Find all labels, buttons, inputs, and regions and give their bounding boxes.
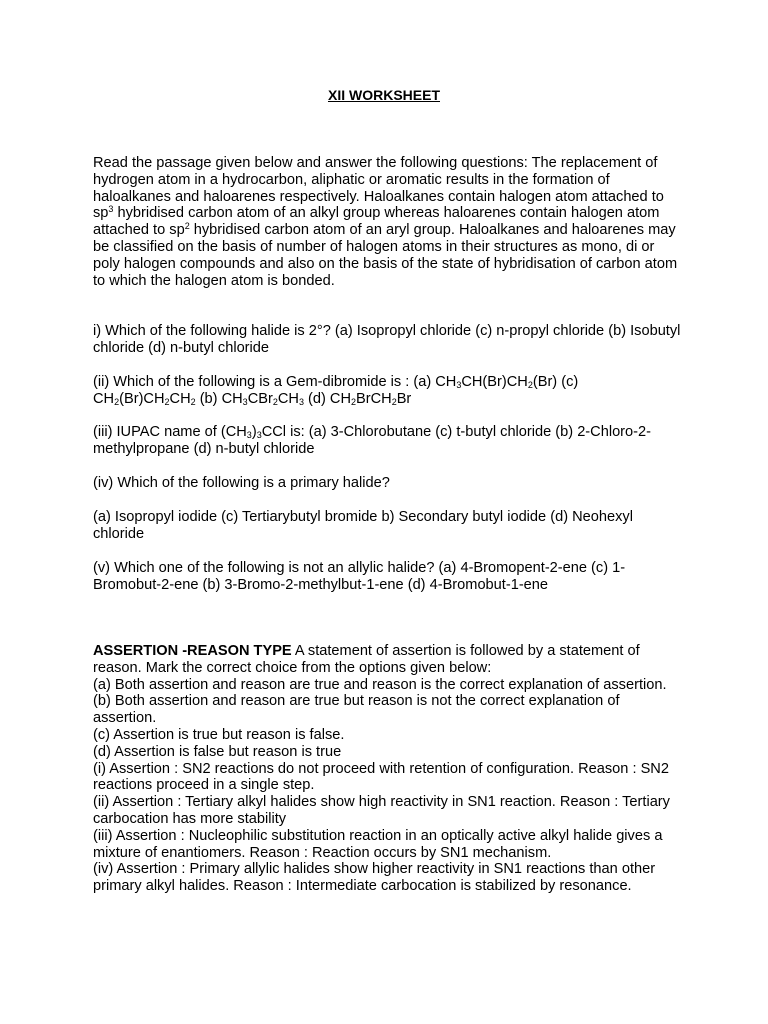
assertion-line: (iii) Assertion : Nucleophilic substitution reaction in an optically active alkyl halide gives a mixture of enantiomers. Reason : Reaction occurs by SN1 mechanism.: [93, 827, 663, 861]
q2-part: CBr: [247, 390, 273, 407]
q3-part: CCl is: (a) 3-Chlorobutane (c) t-butyl chloride (b) 2-Chloro-2-methylpropane (d) n-butyl chloride: [93, 424, 651, 457]
passage-sup-2: 2: [184, 221, 190, 232]
assertion-line: (i) Assertion : SN2 reactions do not proceed with retention of configuration. Reason : SN2 reactions proceed in a single step.: [93, 760, 669, 794]
passage-sup-1: 3: [108, 204, 114, 215]
passage-text-1: Read the passage given below and answer the following questions: The replacement of hydrogen atom in a hydrocarbon, aliphatic or aromatic results in the formation of haloalkanes and haloarenes respectively. Haloalkanes contain halogen atom attached to sp: [93, 155, 664, 222]
question-3: [93, 424, 683, 458]
q2-sub: 3: [456, 380, 462, 390]
assertion-line: (iv) Assertion : Primary allylic halides show higher reactivity in SN1 reactions than other primary alkyl halides. Reason : Intermediate carbocation is stabilized by resonance.: [93, 861, 656, 895]
q2-sub: 2: [527, 380, 533, 390]
passage-text-3: hybridised carbon atom of an aryl group. Haloalkanes and haloarenes may be classified on the basis of number of halogen atoms in their structures as mono, di or poly halogen compounds and also on the basis of the state of hybridisation of carbon atom to which the halogen atom is bonded.: [93, 222, 678, 289]
question-5: [93, 560, 683, 594]
q2-part: (Br) (c) CH: [93, 374, 579, 407]
question-4-options-text: (a) Isopropyl iodide (c) Tertiarybutyl bromide b) Secondary butyl iodide (d) Neohexyl chloride: [93, 509, 633, 542]
q2-part: (ii) Which of the following is a Gem-dibromide is : (a) CH: [93, 374, 457, 390]
question-4: [93, 475, 683, 492]
q2-sub: 3: [242, 396, 248, 407]
assertion-reason-section: [93, 643, 683, 895]
passage-text-2: hybridised carbon atom of an alkyl group whereas haloarenes contain halogen atom attached to sp: [93, 205, 660, 239]
q2-part: BrCH: [356, 390, 392, 407]
q2-part: (Br)CH: [119, 390, 165, 407]
q2-part: Br: [396, 390, 412, 407]
q2-part: CH: [277, 390, 299, 407]
page-title: XII WORKSHEET: [327, 87, 440, 103]
assertion-intro: A statement of assertion is followed by a statement of reason. Mark the correct choice from the options given below:: [93, 643, 640, 676]
assertion-heading: ASSERTION -REASON TYPE: [93, 643, 292, 659]
question-1: [93, 323, 683, 357]
q2-sub: 2: [391, 396, 397, 407]
assertion-line: (b) Both assertion and reason are true but reason is not the correct explanation of assertion.: [93, 693, 620, 727]
q3-sub: 3: [256, 430, 262, 440]
passage: [93, 155, 683, 289]
q2-part: CH: [169, 390, 191, 407]
assertion-line: (d) Assertion is false but reason is true: [93, 743, 342, 760]
assertion-line: (ii) Assertion : Tertiary alkyl halides show high reactivity in SN1 reaction. Reason : Tertiary carbocation has more stability: [93, 794, 670, 827]
q2-sub: 2: [350, 396, 356, 407]
question-5-text: (v) Which one of the following is not an allylic halide? (a) 4-Bromopent-2-ene (c) 1-Bromobut-2-ene (b) 3-Bromo-2-methylbut-1-ene (d) 4-Bromobut-1-ene: [93, 560, 626, 593]
q3-sub: 3: [246, 430, 252, 440]
assertion-line: (a) Both assertion and reason are true and reason is the correct explanation of assertion.: [93, 676, 667, 693]
q2-part: (b) CH: [195, 390, 243, 407]
question-4-options: [93, 509, 683, 543]
question-1-text: i) Which of the following halide is 2°? (a) Isopropyl chloride (c) n-propyl chloride (b) Isobutyl chloride (d) n-butyl chloride: [93, 323, 681, 356]
q2-part: (d) CH: [303, 390, 351, 407]
q2-sub: 3: [298, 396, 304, 407]
q2-sub: 2: [190, 396, 196, 407]
q2-part: CH(Br)CH: [461, 374, 528, 390]
q3-part: (iii) IUPAC name of (CH: [93, 424, 247, 440]
assertion-line: (c) Assertion is true but reason is false.: [93, 726, 345, 743]
q2-sub: 2: [114, 396, 120, 407]
q3-part: ): [251, 424, 257, 440]
question-4-text: (iv) Which of the following is a primary halide?: [93, 475, 390, 491]
q2-sub: 2: [164, 396, 170, 407]
question-2: [93, 374, 683, 408]
q2-sub: 2: [272, 396, 278, 407]
